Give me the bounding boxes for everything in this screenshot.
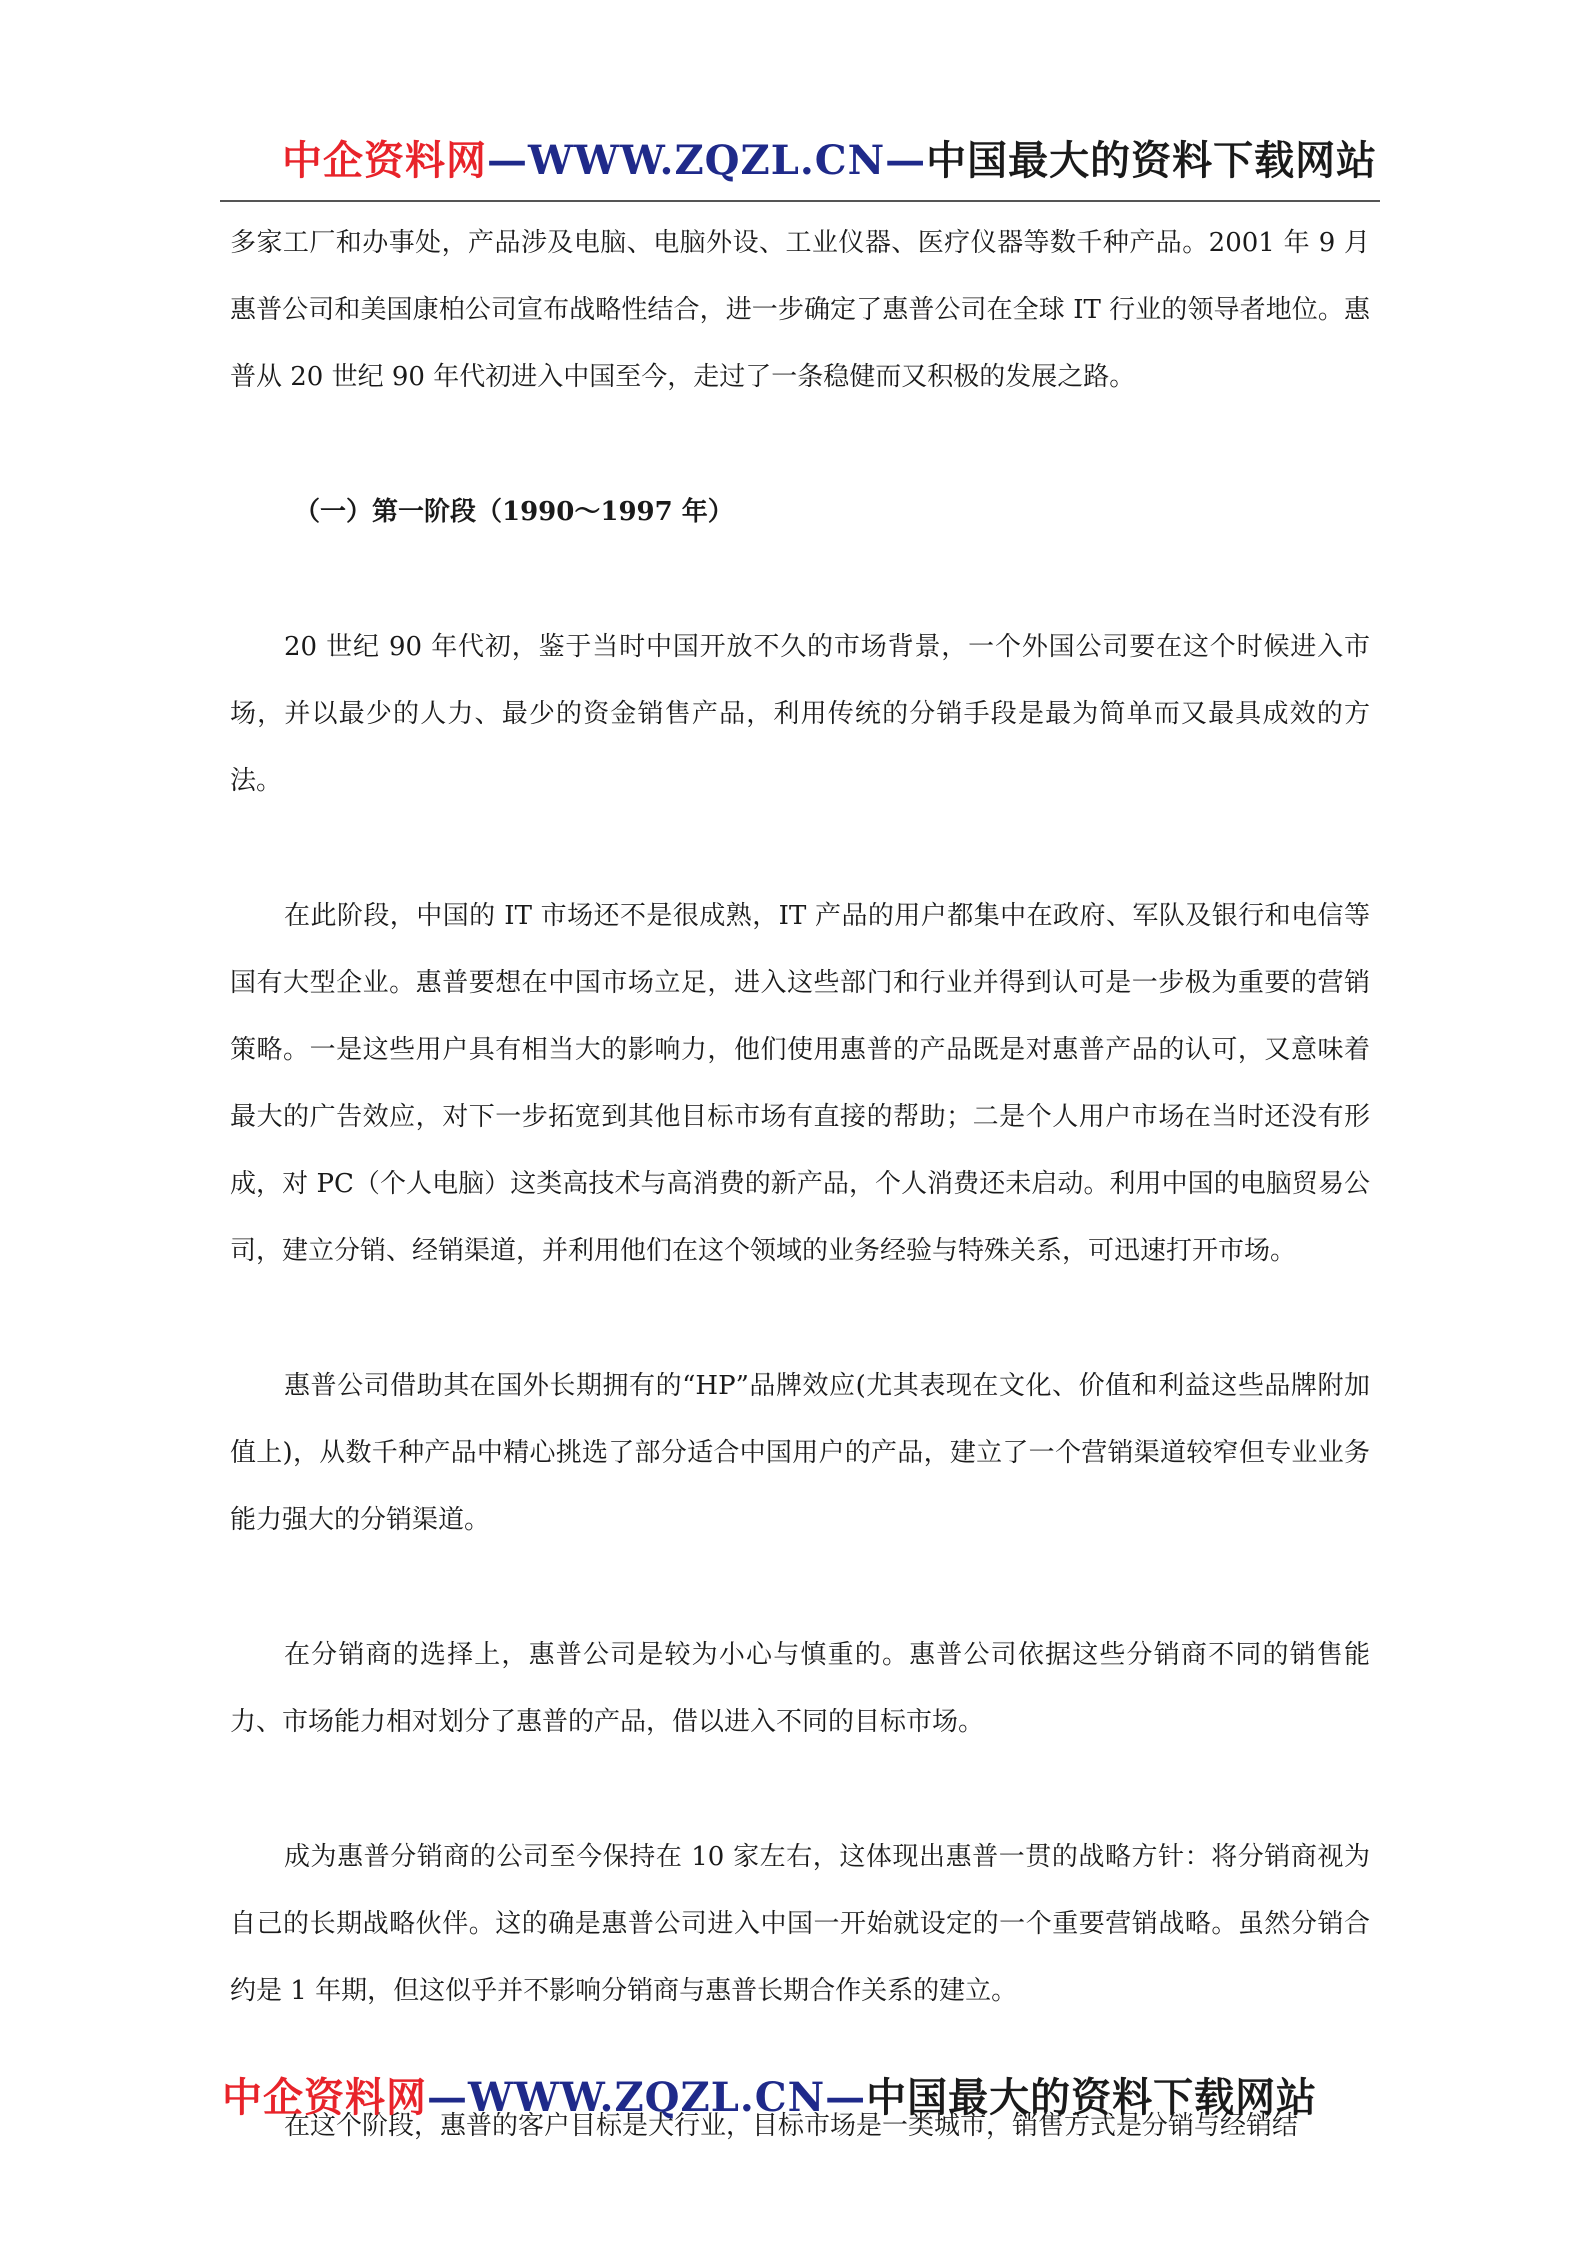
header-divider (220, 200, 1380, 202)
document-body (230, 210, 1370, 2160)
header-dash-left: — (487, 137, 528, 184)
footer-banner (222, 2070, 1317, 2126)
paragraph-gap (230, 1756, 1370, 1824)
header-site-name: 中企资料网 (282, 137, 487, 184)
paragraph-5: 成为惠普分销商的公司至今保持在 10 家左右，这体现出惠普一贯的战略方针：将分销商视为自己的长期战略伙伴。这的确是惠普公司进入中国一开始就设定的一个重要营销战略。虽然分销合约是 1 年期，但这似乎并不影响分销商与惠普长期合作关系的建立。 (230, 1842, 1370, 2006)
header-slogan: 中国最大的资料下载网站 (926, 137, 1378, 184)
footer-url: WWW.ZQZL.CN (468, 2074, 826, 2121)
footer-slogan: 中国最大的资料下载网站 (866, 2074, 1318, 2121)
paragraph-continued: 多家工厂和办事处，产品涉及电脑、电脑外设、工业仪器、医疗仪器等数千种产品。2001 年 9 月惠普公司和美国康柏公司宣布战略性结合，进一步确定了惠普公司在全球 IT 行业的领导者地位。惠普从 20 世纪 90 年代初进入中国至今，走过了一条稳健而又积极的发展之路。 (230, 228, 1370, 392)
footer-dash-right: — (825, 2074, 867, 2121)
paragraph-6: 在这个阶段，惠普的客户目标是大行业，目标市场是一类城市，销售方式是分销与经销结 (284, 2111, 1299, 2141)
paragraph-1: 20 世纪 90 年代初，鉴于当时中国开放不久的市场背景，一个外国公司要在这个时候进入市场，并以最少的人力、最少的资金销售产品，利用传统的分销手段是最为简单而又最具成效的方法。 (230, 632, 1370, 796)
paragraph-gap (230, 1554, 1370, 1622)
header-dash-right: — (885, 137, 927, 184)
header-url: WWW.ZQZL.CN (528, 137, 886, 184)
section-heading: （一）第一阶段（1990～1997 年） (294, 497, 734, 527)
paragraph-4: 在分销商的选择上，惠普公司是较为小心与慎重的。惠普公司依据这些分销商不同的销售能力、市场能力相对划分了惠普的产品，借以进入不同的目标市场。 (230, 1640, 1370, 1737)
paragraph-gap (230, 411, 1370, 479)
footer-site-name: 中企资料网 (222, 2074, 427, 2121)
paragraph-gap (230, 815, 1370, 883)
paragraph-2: 在此阶段，中国的 IT 市场还不是很成熟，IT 产品的用户都集中在政府、军队及银行和电信等国有大型企业。惠普要想在中国市场立足，进入这些部门和行业并得到认可是一步极为重要的营销策略。一是这些用户具有相当大的影响力，他们使用惠普的产品既是对惠普产品的认可，又意味着最大的广告效应，对下一步拓宽到其他目标市场有直接的帮助；二是个人用户市场在当时还没有形成，对 PC（个人电脑）这类高技术与高消费的新产品，个人消费还未启动。利用中国的电脑贸易公司，建立分销、经销渠道，并利用他们在这个领域的业务经验与特殊关系，可迅速打开市场。 (230, 901, 1370, 1266)
footer-dash-left: — (427, 2074, 468, 2121)
header-banner (282, 133, 1377, 189)
paragraph-3: 惠普公司借助其在国外长期拥有的“HP”品牌效应(尤其表现在文化、价值和利益这些品牌附加值上)，从数千种产品中精心挑选了部分适合中国用户的产品，建立了一个营销渠道较窄但专业业务能力强大的分销渠道。 (230, 1371, 1370, 1535)
paragraph-gap (230, 1285, 1370, 1353)
paragraph-gap (230, 546, 1370, 614)
